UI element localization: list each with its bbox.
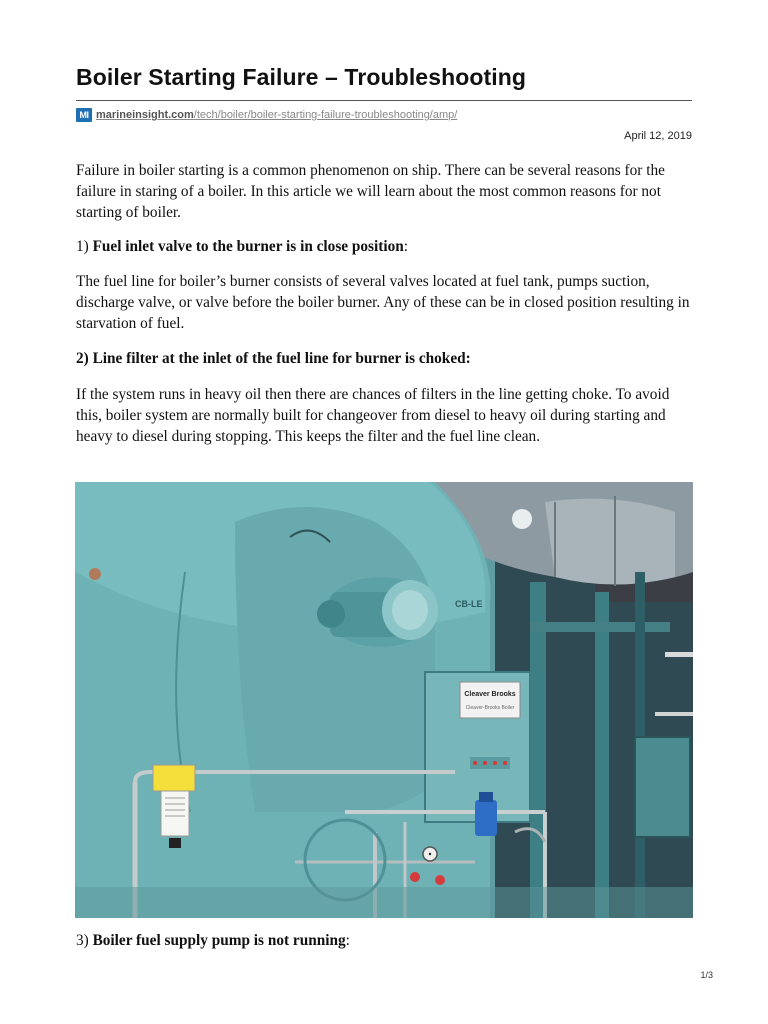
source-path: /tech/boiler/boiler-starting-failure-troubleshooting/amp/ [193,109,458,121]
intro-paragraph: Failure in boiler starting is a common phenomenon on ship. There can be several reasons for the failure in staring of a boiler. In this article we will learn about the most common reasons for not starting of boiler. [76,162,665,221]
section-1-colon: : [403,238,409,255]
source-line [76,107,457,123]
boiler-badge-text: CB-LE [455,599,483,609]
section-3-heading [76,930,696,951]
panel-brand-text: Cleaver Brooks [464,691,516,698]
publish-date: April 12, 2019 [624,130,692,142]
section-3-number: 3) [76,932,89,949]
panel-subtext: Cleaver-Brooks Boiler [465,705,515,711]
section-3-title: Boiler fuel supply pump is not running [92,932,346,949]
section-3-colon: : [345,932,350,949]
article-title: Boiler Starting Failure – Troubleshooting [76,64,527,90]
marineinsight-logo-icon: MI [76,108,92,122]
section-1-title: Fuel inlet valve to the burner is in close position [92,238,404,255]
source-domain: marineinsight.com [96,109,194,121]
section-2-heading [76,348,696,369]
page-number: 1/3 [700,970,713,980]
source-url-link[interactable] [96,109,457,121]
section-2-body: If the system runs in heavy oil then there are chances of filters in the line getting choke. To avoid this, boiler system are normally built for changeover from diesel to heavy oil during starting and heavy to diesel during stopping. This keeps the filter and the fuel line clean. [76,386,670,445]
section-2-title: 2) Line filter at the inlet of the fuel line for burner is choked: [76,350,471,367]
section-1-number: 1) [76,238,89,255]
boiler-photo [75,482,693,918]
title-divider [76,100,692,101]
section-1-body: The fuel line for boiler’s burner consists of several valves located at fuel tank, pumps suction, discharge valve, or valve before the boiler burner. Any of these can be in closed position resulting in starvation of fuel. [76,273,690,332]
section-1-heading [76,236,696,257]
